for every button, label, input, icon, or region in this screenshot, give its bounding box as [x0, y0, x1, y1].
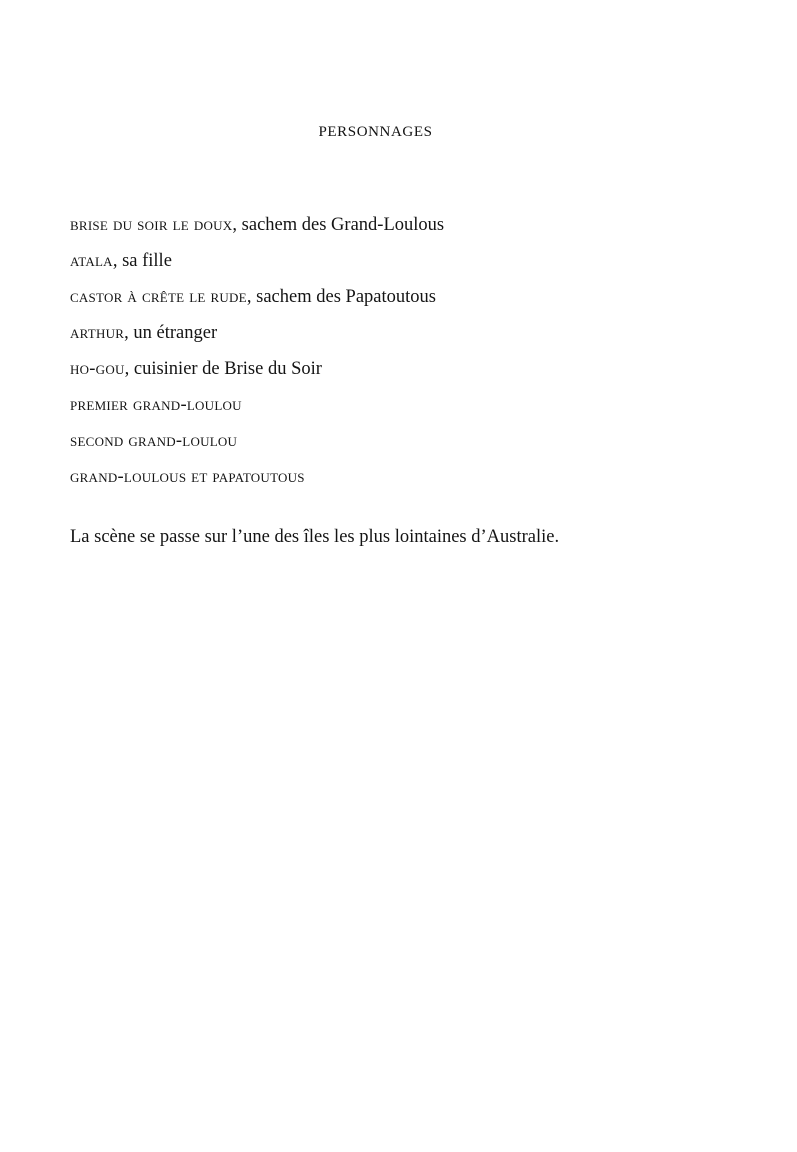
cast-entry-name: brise du soir le doux	[70, 215, 233, 235]
cast-entry-description: , un étranger	[124, 323, 218, 343]
cast-entry	[70, 315, 730, 351]
cast-entry	[70, 387, 730, 423]
cast-entry-name: arthur	[70, 323, 125, 343]
cast-entry-name: second grand-loulou	[70, 431, 238, 451]
cast-entry	[70, 459, 730, 495]
cast-entry-description: , cuisinier de Brise du Soir	[124, 359, 322, 379]
cast-entry-description: , sachem des Grand-Loulous	[232, 215, 445, 235]
page-title: personnages	[318, 116, 433, 141]
cast-list	[70, 207, 730, 495]
cast-entry-name: castor à crête le rude	[70, 287, 247, 307]
cast-entry	[70, 207, 730, 243]
cast-entry-name: atala	[70, 251, 113, 271]
cast-entry-description: , sachem des Papatoutous	[246, 287, 436, 307]
cast-entry	[70, 279, 730, 315]
page-title-block	[70, 118, 681, 141]
scene-note: La scène se passe sur l’une des îles les plus lointaines d’Australie.	[70, 527, 560, 547]
cast-entry-name: ho-gou	[70, 359, 125, 379]
cast-entry-description: , sa fille	[112, 251, 172, 271]
cast-entry-name: grand-loulous et papatoutous	[70, 467, 305, 487]
cast-entry	[70, 243, 730, 279]
cast-entry-name: premier grand-loulou	[70, 395, 242, 415]
cast-entry	[70, 423, 730, 459]
cast-entry	[70, 351, 730, 387]
